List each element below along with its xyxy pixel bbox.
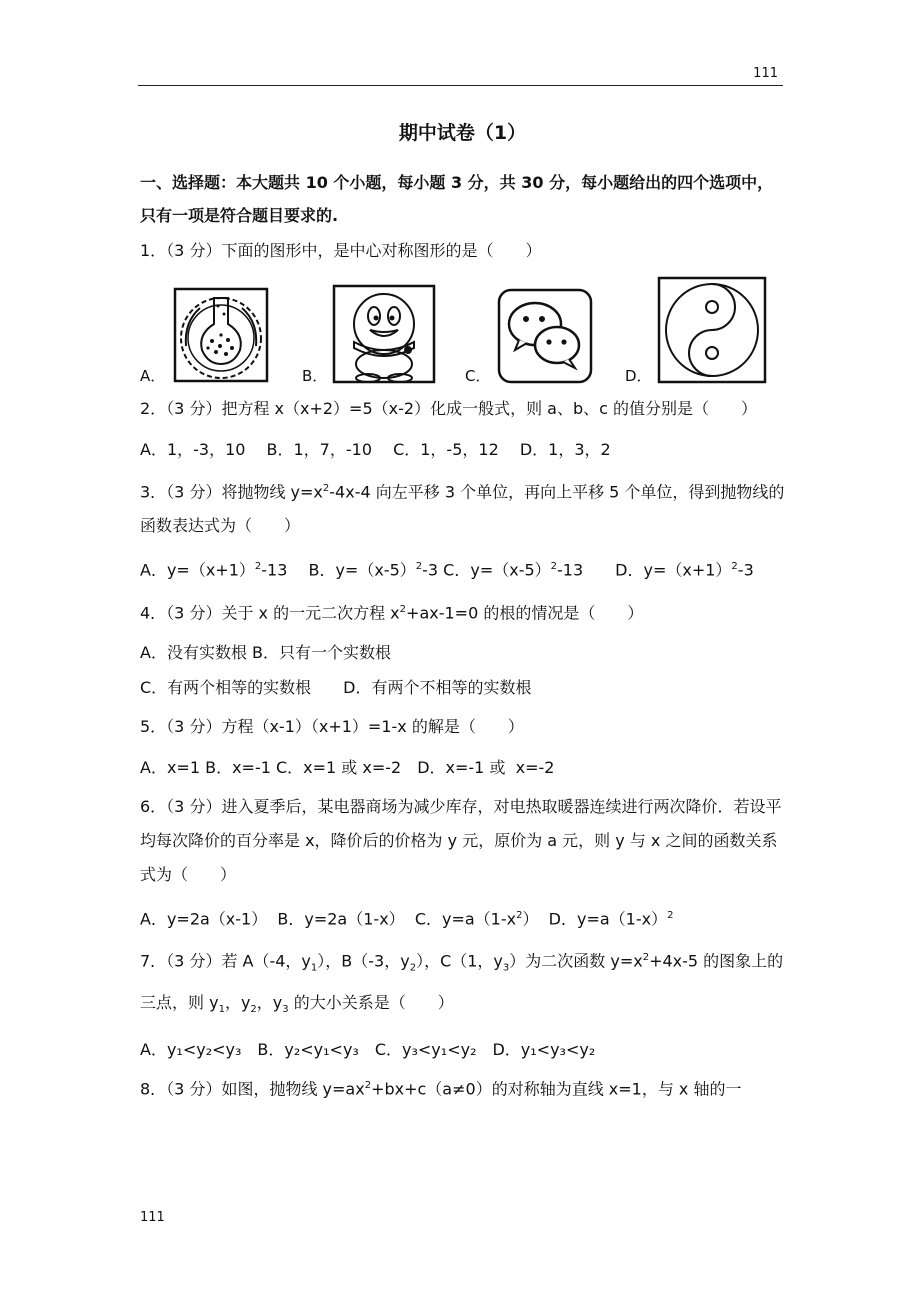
q6-opt: ） D．y=a（1-x） xyxy=(522,909,668,929)
question-1: 1．（3 分）下面的图形中，是中心对称图形的是（ ） xyxy=(140,241,542,260)
option-d-label: D． xyxy=(625,367,652,385)
sup: 2 xyxy=(364,1080,372,1092)
section-heading: 一、选择题：本大题共 10 个小题，每小题 3 分，共 30 分，每小题给出的四个选项中，只有一项是符合题目要求的. xyxy=(140,173,774,225)
question-7 xyxy=(140,941,785,1027)
question-2-options: A．1，-3，10 B．1，7，-10 C．1，-5，12 D．1，3，2 xyxy=(140,440,611,459)
sup: 2 xyxy=(731,561,738,573)
sup: 2 xyxy=(399,603,407,615)
option-a-figure xyxy=(140,276,270,384)
q3-opt: -13 B．y=（x-5） xyxy=(261,560,416,580)
question-1-figures xyxy=(140,276,785,384)
q7-stem: ），B（-3，y xyxy=(317,951,410,971)
q6-opt: A．y=2a（x-1） B．y=2a（1-x） C．y=a（1-x xyxy=(140,909,517,929)
penguin-mascot-icon xyxy=(332,284,436,384)
option-c-label: C． xyxy=(465,367,491,385)
flask-gear-emblem-icon xyxy=(172,286,270,384)
footer-page-number: 111 xyxy=(140,1210,165,1225)
sub: 3 xyxy=(502,962,510,974)
sub: 1 xyxy=(310,962,318,974)
q7-stem: ）为二次函数 y=x xyxy=(509,951,643,971)
option-b-label: B． xyxy=(302,367,328,385)
sup: 2 xyxy=(322,483,330,494)
sup: 2 xyxy=(550,561,558,573)
q7-stem: ），C（1，y xyxy=(416,951,503,971)
sub: 1 xyxy=(218,1004,225,1016)
sup: 2 xyxy=(516,909,523,921)
option-a-label: A． xyxy=(140,367,166,385)
q7-stem: ，y xyxy=(224,992,251,1012)
chat-bubbles-icon xyxy=(497,288,593,384)
exam-page xyxy=(140,120,785,1114)
sub: 3 xyxy=(282,1004,289,1016)
page-title: 期中试卷（1） xyxy=(398,122,527,144)
q7-stem: +4x-5 的图象上的三点，则 y xyxy=(140,951,784,1012)
header-rule xyxy=(138,85,783,86)
question-4-options-row-2: C．有两个相等的实数根 D．有两个不相等的实数根 xyxy=(140,677,532,697)
question-8 xyxy=(140,1069,785,1106)
question-4 xyxy=(140,593,785,630)
q4-stem-a: 4．（3 分）关于 x 的一元二次方程 x xyxy=(140,602,400,622)
question-3 xyxy=(140,472,785,543)
sup: 2 xyxy=(415,561,423,573)
q3-stem-b: -4x-4 向左平移 3 个单位，再向上平移 5 个单位，得到抛物线的函数表达式为（ ） xyxy=(140,482,785,536)
q7-stem: 7．（3 分）若 A（-4，y xyxy=(140,951,311,971)
q8-stem-b: +bx+c（a≠0）的对称轴为直线 x=1，与 x 轴的一 xyxy=(371,1079,742,1099)
question-3-options xyxy=(140,551,785,586)
header-page-number: 111 xyxy=(753,66,778,81)
q8-stem-a: 8．（3 分）如图，抛物线 y=ax xyxy=(140,1079,365,1099)
option-d-figure xyxy=(625,276,775,384)
question-4-options-row-1: A．没有实数根 B．只有一个实数根 xyxy=(140,642,392,662)
sup: 2 xyxy=(667,909,674,921)
option-b-figure xyxy=(302,276,437,384)
q4-stem-b: +ax-1=0 的根的情况是（ ） xyxy=(406,602,644,622)
question-5-options: A．x=1 B．x=-1 C．x=1 或 x=-2 D．x=-1 或 x=-2 xyxy=(140,757,555,777)
option-c-figure xyxy=(465,276,595,384)
yin-yang-icon xyxy=(657,276,767,384)
q3-opt: -13 D．y=（x+1） xyxy=(557,560,732,580)
question-6-options xyxy=(140,900,785,935)
q3-opt: A．y=（x+1） xyxy=(140,560,255,580)
question-6: 6．（3 分）进入夏季后，某电器商场为减少库存，对电热取暖器连续进行两次降价．若设平均每次降价的百分率是 x，降价后的价格为 y 元，原价为 a 元，则 y 与 x 之间的函数关系式为（ ） xyxy=(140,796,782,884)
q3-opt: -3 C．y=（x-5） xyxy=(422,560,551,580)
q7-stem: 的大小关系是（ ） xyxy=(288,992,454,1012)
sup: 2 xyxy=(254,561,262,573)
q3-stem-a: 3．（3 分）将抛物线 y=x xyxy=(140,482,323,502)
q7-stem: ，y xyxy=(256,992,283,1012)
question-2: 2．（3 分）把方程 x（x+2）=5（x-2）化成一般式，则 a、b、c 的值分别是（ ） xyxy=(140,399,757,418)
question-5: 5．（3 分）方程（x-1）（x+1）=1-x 的解是（ ） xyxy=(140,716,524,736)
sub: 2 xyxy=(409,962,417,974)
sub: 2 xyxy=(250,1004,257,1016)
question-7-options: A．y₁<y₂<y₃ B．y₂<y₁<y₃ C．y₃<y₁<y₂ D．y₁<y₃<y₂ xyxy=(140,1040,596,1060)
sup: 2 xyxy=(642,952,650,964)
q3-opt: -3 xyxy=(737,560,754,580)
